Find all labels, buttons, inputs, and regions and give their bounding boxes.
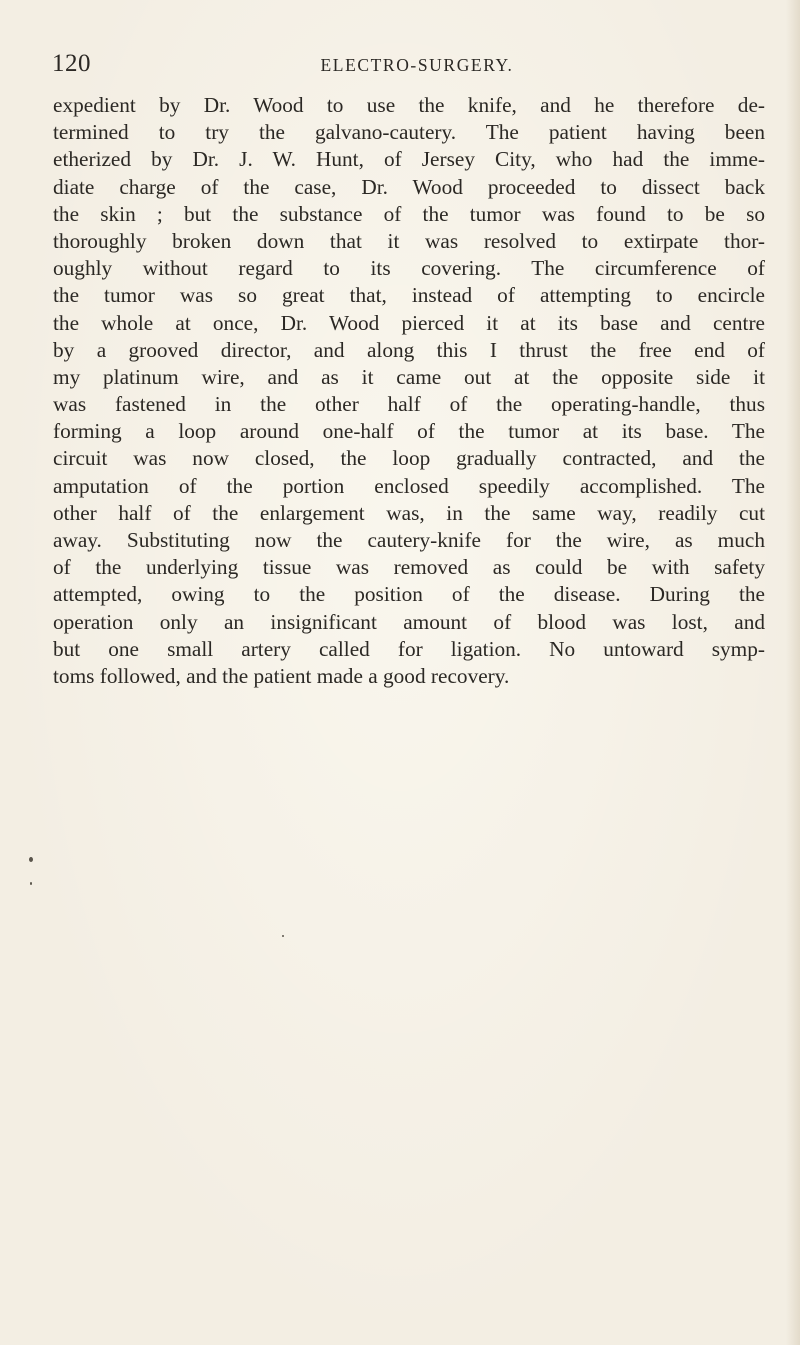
- text-line: away. Substituting now the cautery-knife for the wire, as much: [53, 528, 765, 552]
- text-line: circuit was now closed, the loop gradually contracted, and the: [53, 446, 765, 471]
- ink-speck: [29, 857, 33, 862]
- text-line: attempted, owing to the position of the disease. During the: [53, 582, 765, 607]
- ink-speck: [30, 882, 32, 885]
- text-line: forming a loop around one-half of the tumor at its base. The: [53, 419, 765, 444]
- text-line: the whole at once, Dr. Wood pierced it at its base and centre: [53, 310, 765, 335]
- text-line: other half of the enlargement was, in the same way, readily cut: [53, 500, 765, 525]
- text-line: toms followed, and the patient made a good recovery.: [53, 663, 510, 688]
- ink-speck: [282, 935, 284, 937]
- text-line: was fastened in the other half of the operating-handle, thus: [53, 392, 765, 417]
- text-line: the skin ; but the substance of the tumor was found to be so: [53, 201, 765, 226]
- page-edge-shadow: [786, 0, 800, 1345]
- text-line: operation only an insignificant amount of blood was lost, and: [53, 609, 765, 634]
- text-line: amputation of the portion enclosed speedily accomplished. The: [53, 473, 765, 498]
- page-number: 120: [52, 50, 91, 77]
- body-text: [53, 92, 765, 690]
- text-line: oughly without regard to its covering. The circumference of: [53, 256, 765, 281]
- text-line: by a grooved director, and along this I thrust the free end of: [53, 337, 765, 362]
- text-line: etherized by Dr. J. W. Hunt, of Jersey City, who had the imme-: [53, 147, 765, 172]
- text-line: thoroughly broken down that it was resolved to extirpate thor-: [53, 228, 765, 253]
- text-line: the tumor was so great that, instead of attempting to encircle: [53, 283, 765, 308]
- text-line: of the underlying tissue was removed as could be with safety: [53, 555, 765, 580]
- running-head: ELECTRO-SURGERY.: [320, 55, 514, 75]
- page-header: [52, 50, 762, 80]
- text-line: diate charge of the case, Dr. Wood proceeded to dissect back: [53, 174, 765, 199]
- text-line: termined to try the galvano-cautery. The patient having been: [53, 120, 765, 145]
- text-line: but one small artery called for ligation. No untoward symp-: [53, 636, 765, 661]
- text-line: my platinum wire, and as it came out at the opposite side it: [53, 364, 765, 389]
- text-line: expedient by Dr. Wood to use the knife, and he therefore de-: [53, 93, 765, 117]
